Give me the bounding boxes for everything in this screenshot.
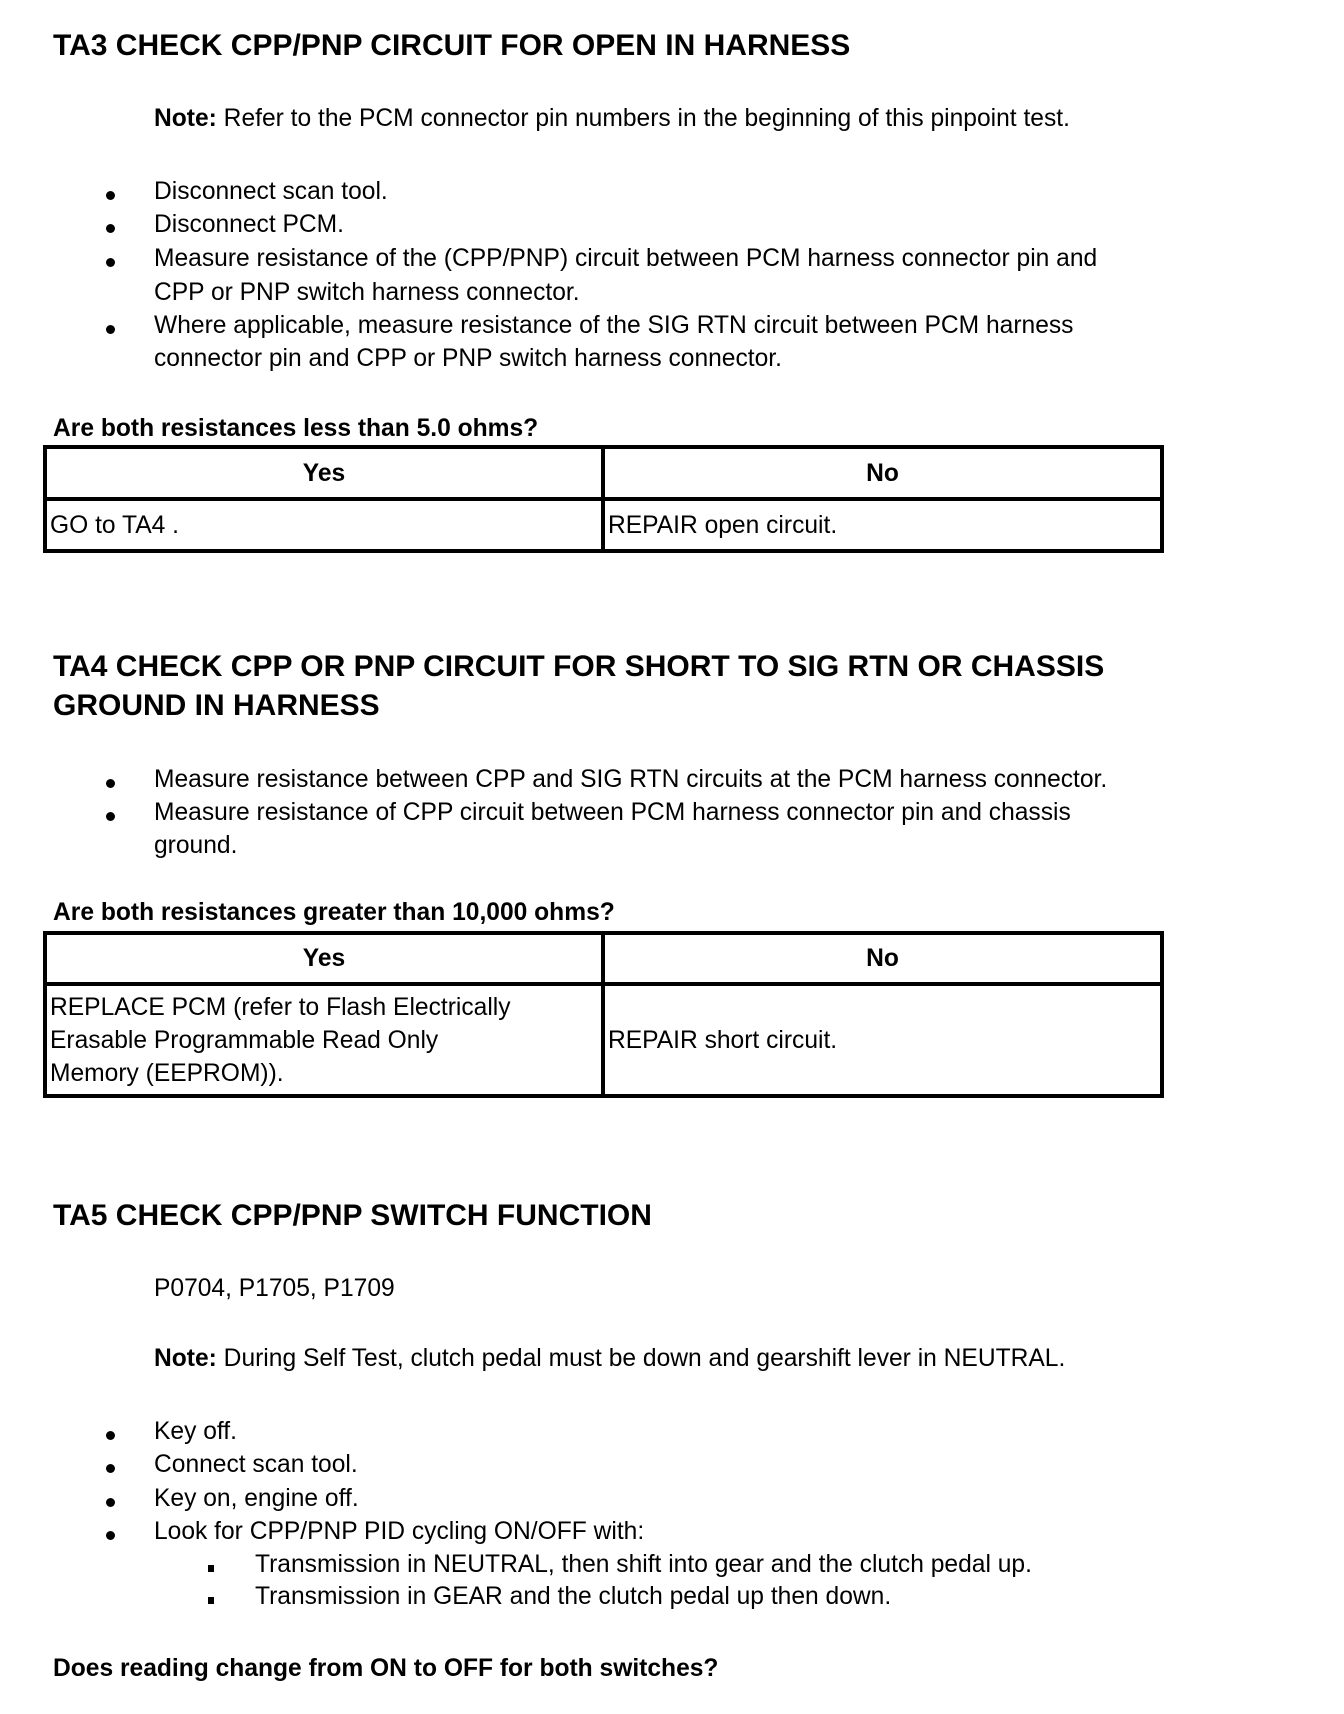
square-bullet-icon (208, 1597, 214, 1604)
header-no: No (866, 945, 899, 972)
cell-yes-line: Memory (EEPROM)). (50, 1059, 284, 1087)
note-label: Note: (154, 105, 217, 132)
decision-table-ta4 (43, 931, 1164, 1098)
list-item: Measure resistance of CPP circuit between PCM harness connector pin and chassis (154, 799, 1071, 826)
header-yes: Yes (47, 449, 605, 497)
list-item: Disconnect scan tool. (154, 178, 388, 205)
section-heading-ta5: TA5 CHECK CPP/PNP SWITCH FUNCTION (53, 1199, 652, 1232)
list-item: Key on, engine off. (154, 1485, 359, 1512)
decision-question-ta5: Does reading change from ON to OFF for both switches? (53, 1655, 719, 1682)
dtc-list: P0704, P1705, P1709 (154, 1275, 395, 1302)
cell-no-action: REPAIR open circuit. (608, 511, 838, 539)
note-ta3 (154, 102, 1070, 135)
note-label: Note: (154, 1345, 217, 1372)
note-text: Refer to the PCM connector pin numbers in the beginning of this pinpoint test. (216, 105, 1070, 132)
bullet-icon (106, 1431, 115, 1440)
cell-yes-action: GO to TA4 . (47, 501, 605, 549)
square-bullet-icon (208, 1565, 214, 1572)
decision-question-ta4: Are both resistances greater than 10,000 ohms? (53, 899, 615, 926)
bullet-icon (106, 812, 115, 821)
bullet-icon (106, 1498, 115, 1507)
list-item: Look for CPP/PNP PID cycling ON/OFF with: (154, 1518, 645, 1545)
cell-no-action: REPAIR short circuit. (608, 1026, 838, 1054)
bullet-icon (106, 325, 115, 334)
decision-table-ta3 (43, 445, 1164, 553)
list-item-continuation: ground. (154, 832, 238, 859)
list-item-continuation: CPP or PNP switch harness connector. (154, 279, 580, 306)
section-heading-ta4-line2: GROUND IN HARNESS (53, 689, 380, 722)
decision-question-ta3: Are both resistances less than 5.0 ohms? (53, 415, 539, 442)
cell-yes-line: REPLACE PCM (refer to Flash Electrically (50, 993, 511, 1021)
section-heading-ta4: TA4 CHECK CPP OR PNP CIRCUIT FOR SHORT TO SIG RTN OR CHASSIS (53, 650, 1105, 683)
bullet-icon (106, 258, 115, 267)
list-item-continuation: connector pin and CPP or PNP switch harness connector. (154, 345, 782, 372)
sub-list-item: Transmission in GEAR and the clutch pedal up then down. (255, 1583, 892, 1610)
list-item: Disconnect PCM. (154, 211, 344, 238)
list-item: Key off. (154, 1418, 237, 1445)
cell-yes-action (47, 986, 605, 1094)
header-yes: Yes (47, 935, 605, 982)
list-item: Measure resistance between CPP and SIG RTN circuits at the PCM harness connector. (154, 766, 1108, 793)
list-item: Where applicable, measure resistance of the SIG RTN circuit between PCM harness (154, 312, 1074, 339)
bullet-icon (106, 191, 115, 200)
sub-list-item: Transmission in NEUTRAL, then shift into gear and the clutch pedal up. (255, 1551, 1032, 1578)
cell-yes-line: Erasable Programmable Read Only (50, 1026, 439, 1054)
section-heading-ta3: TA3 CHECK CPP/PNP CIRCUIT FOR OPEN IN HARNESS (53, 29, 851, 62)
header-no: No (866, 459, 899, 487)
bullet-icon (106, 1531, 115, 1540)
note-text: During Self Test, clutch pedal must be down and gearshift lever in NEUTRAL. (216, 1345, 1066, 1372)
bullet-icon (106, 224, 115, 233)
bullet-icon (106, 779, 115, 788)
bullet-icon (106, 1464, 115, 1473)
list-item: Connect scan tool. (154, 1451, 358, 1478)
note-ta5 (154, 1342, 1065, 1375)
list-item: Measure resistance of the (CPP/PNP) circuit between PCM harness connector pin and (154, 245, 1098, 272)
